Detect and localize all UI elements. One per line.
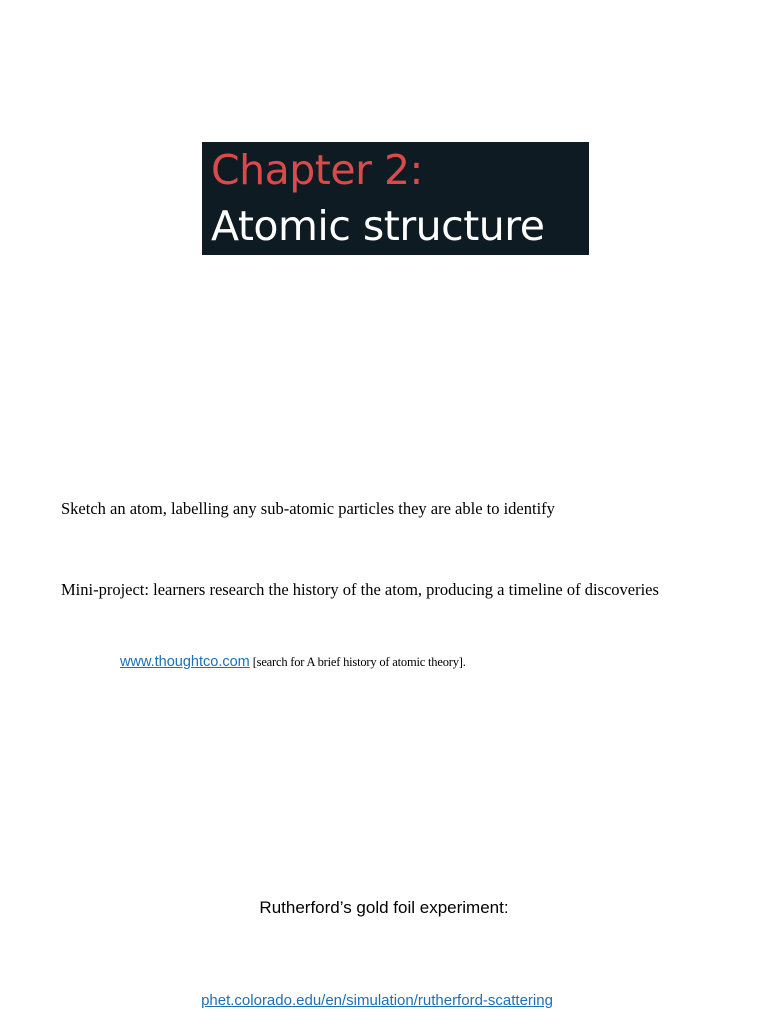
mini-project-text: Mini-project: learners research the history of the atom, producing a timeline of discoveries [61,580,659,599]
sketch-activity-text: Sketch an atom, labelling any sub-atomic particles they are able to identify [61,499,555,518]
chapter-title-banner [202,142,589,255]
resource-line [120,652,466,673]
rutherford-heading: Rutherford’s gold foil experiment: [259,898,509,917]
resource-note: [search for A brief history of atomic theory]. [249,655,466,669]
phet-simulation-link[interactable]: phet.colorado.edu/en/simulation/rutherford-scattering [201,992,553,1009]
thoughtco-link[interactable]: www.thoughtco.com [120,654,250,670]
chapter-topic-title: Atomic structure [211,202,545,250]
chapter-number-title: Chapter 2: [211,146,423,194]
